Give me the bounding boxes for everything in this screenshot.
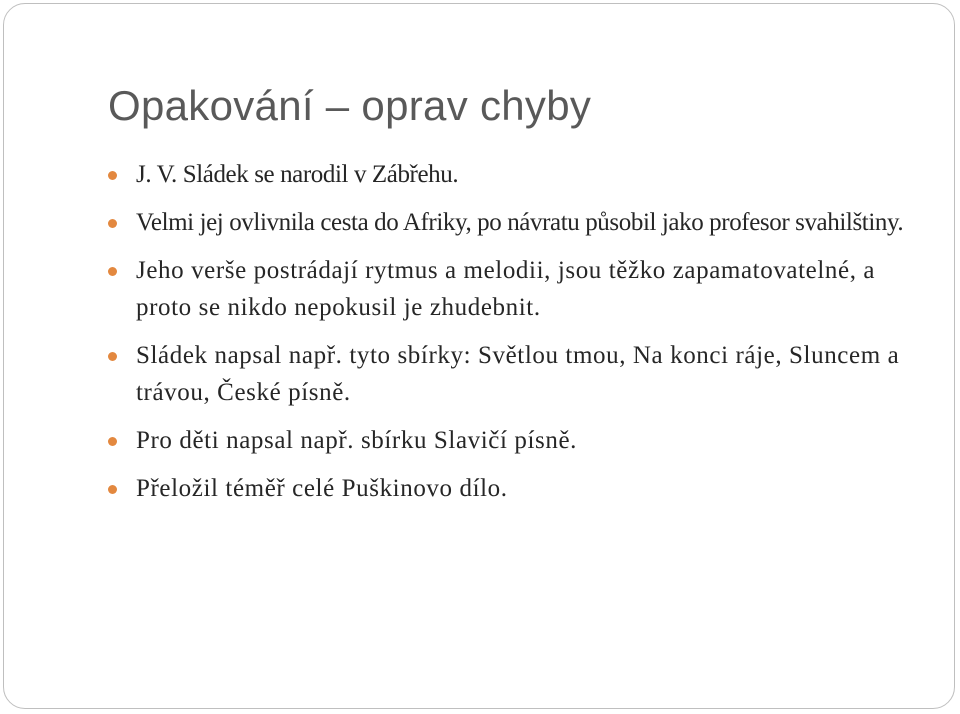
bullet-dot-icon — [108, 219, 117, 228]
bullet-item-6 — [108, 470, 908, 507]
bullet-item-2 — [108, 204, 908, 241]
bullet-dot-icon — [108, 352, 117, 361]
bullet-item-5 — [108, 422, 908, 459]
bullet-dot-icon — [108, 437, 117, 446]
bullet-item-3 — [108, 252, 908, 326]
slide-title: Opakování – oprav chyby — [108, 82, 592, 129]
bullet-item-1 — [108, 156, 908, 193]
bullet-text: Přeložil téměř celé Puškinovo dílo. — [136, 475, 508, 502]
bullet-text: Pro děti napsal např. sbírku Slavičí písně. — [136, 427, 578, 454]
bullet-dot-icon — [108, 171, 117, 180]
bullet-text: J. V. Sládek se narodil v Zábřehu. — [136, 161, 459, 188]
bullet-dot-icon — [108, 267, 117, 276]
bullet-text: Jeho verše postrádají rytmus a melodii, jsou těžko zapamatovatelné, a proto se nikdo nepokusil je zhudebnit. — [136, 257, 876, 321]
slide — [3, 3, 955, 709]
bullet-text: Velmi jej ovlivnila cesta do Afriky, po návratu působil jako profesor svahilštiny. — [136, 209, 904, 236]
bullet-dot-icon — [108, 485, 117, 494]
bullet-list — [108, 156, 908, 518]
bullet-text: Sládek napsal např. tyto sbírky: Světlou tmou, Na konci ráje, Sluncem a trávou, České písně. — [136, 342, 900, 406]
bullet-item-4 — [108, 337, 908, 411]
